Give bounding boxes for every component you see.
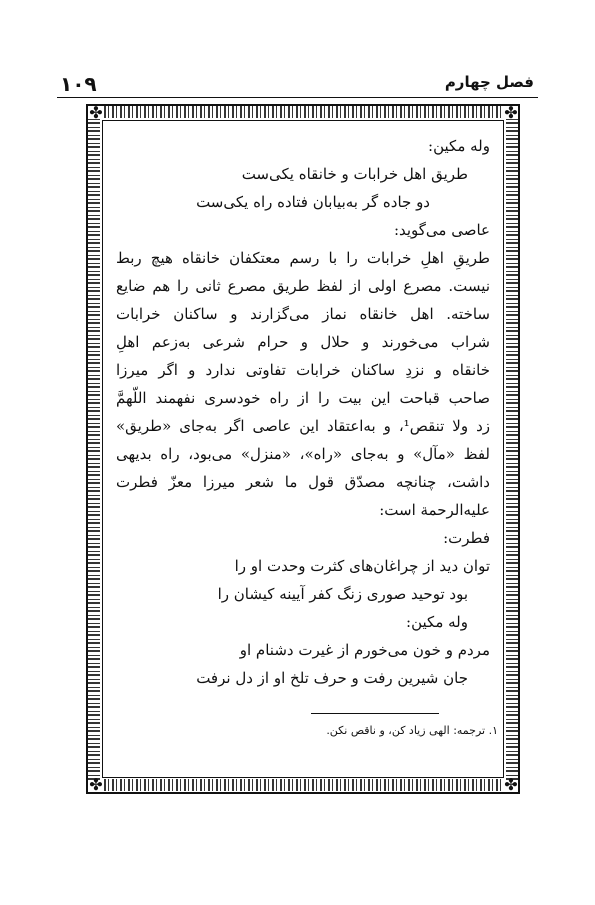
speaker-label: فطرت: xyxy=(443,529,490,547)
prose-line: زد ولا تنقص¹، و به‌اعتقاد این عاصی اگر به‌جای «طریق» xyxy=(116,417,490,435)
prose-line: صاحب قباحت این بیت را از راه خودسری نفهمند اللّهمَّ xyxy=(116,389,490,407)
corner-ornament-icon: ✤ xyxy=(89,775,103,794)
verse-line: جان شیرین رفت و حرف تلخ او از دل نرفت xyxy=(196,669,468,687)
prose-line: نیست. مصرع اولی از لفظ طریق مصرع ثانی را هم ضایع xyxy=(116,277,490,295)
page-header xyxy=(0,0,595,100)
prose-line: ساخته. اهل خانقاه نماز می‌گزارند و ساکنان خرابات xyxy=(116,305,490,323)
prose-line: داشت، چنانچه مصدّق قول ما شعر میرزا معزّ فطرت xyxy=(116,473,490,491)
page-number: ۱۰۹ xyxy=(60,72,97,96)
prose-line: خانقاه و نزدِ ساکنان خرابات تفاوتی ندارد و اگر میرزا xyxy=(116,361,490,379)
corner-ornament-icon: ✤ xyxy=(89,103,103,122)
ornament-border-bottom xyxy=(104,779,502,791)
speaker-label: وله مکین: xyxy=(428,137,490,155)
verse-line: دو جاده گر به‌بیابان فتاده راه یکی‌ست xyxy=(196,193,430,211)
prose-line: طریقِ اهلِ خرابات را با رسم معتکفان خانقاه هیچ ربط xyxy=(116,249,490,267)
footnote: ۱. ترجمه: الهی زیاد کن، و ناقص نکن. xyxy=(326,724,498,737)
speaker-label: عاصی می‌گوید: xyxy=(393,221,490,239)
prose-line: علیه‌الرحمة است: xyxy=(379,501,490,519)
speaker-label: وله مکین: xyxy=(406,613,468,631)
verse-line: مردم و خون می‌خورم از غیرت دشنام او xyxy=(239,641,490,659)
page-body xyxy=(116,132,490,692)
ornament-border-top xyxy=(104,106,502,118)
ornament-border-left xyxy=(88,118,100,780)
corner-ornament-icon: ✤ xyxy=(504,103,518,122)
corner-ornament-icon: ✤ xyxy=(504,775,518,794)
prose-line: لفظ «مآل» و به‌جای «راه»، «منزل» می‌بود، راه بدیهی xyxy=(116,445,490,463)
chapter-title: فصل چهارم xyxy=(444,73,534,91)
verse-line: توان دید از چراغان‌های کثرت وحدت او را xyxy=(234,557,490,575)
prose-line: شراب می‌خورند و حلال و حرام شرعی به‌زعم اهلِ xyxy=(116,333,490,351)
ornament-border-right xyxy=(506,118,518,780)
footnote-rule xyxy=(311,713,439,714)
verse-line: طریق اهل خرابات و خانقاه یکی‌ست xyxy=(241,165,468,183)
header-rule xyxy=(57,97,538,98)
verse-line: بود توحید صوری زنگ کفر آیینه کیشان را xyxy=(217,585,468,603)
